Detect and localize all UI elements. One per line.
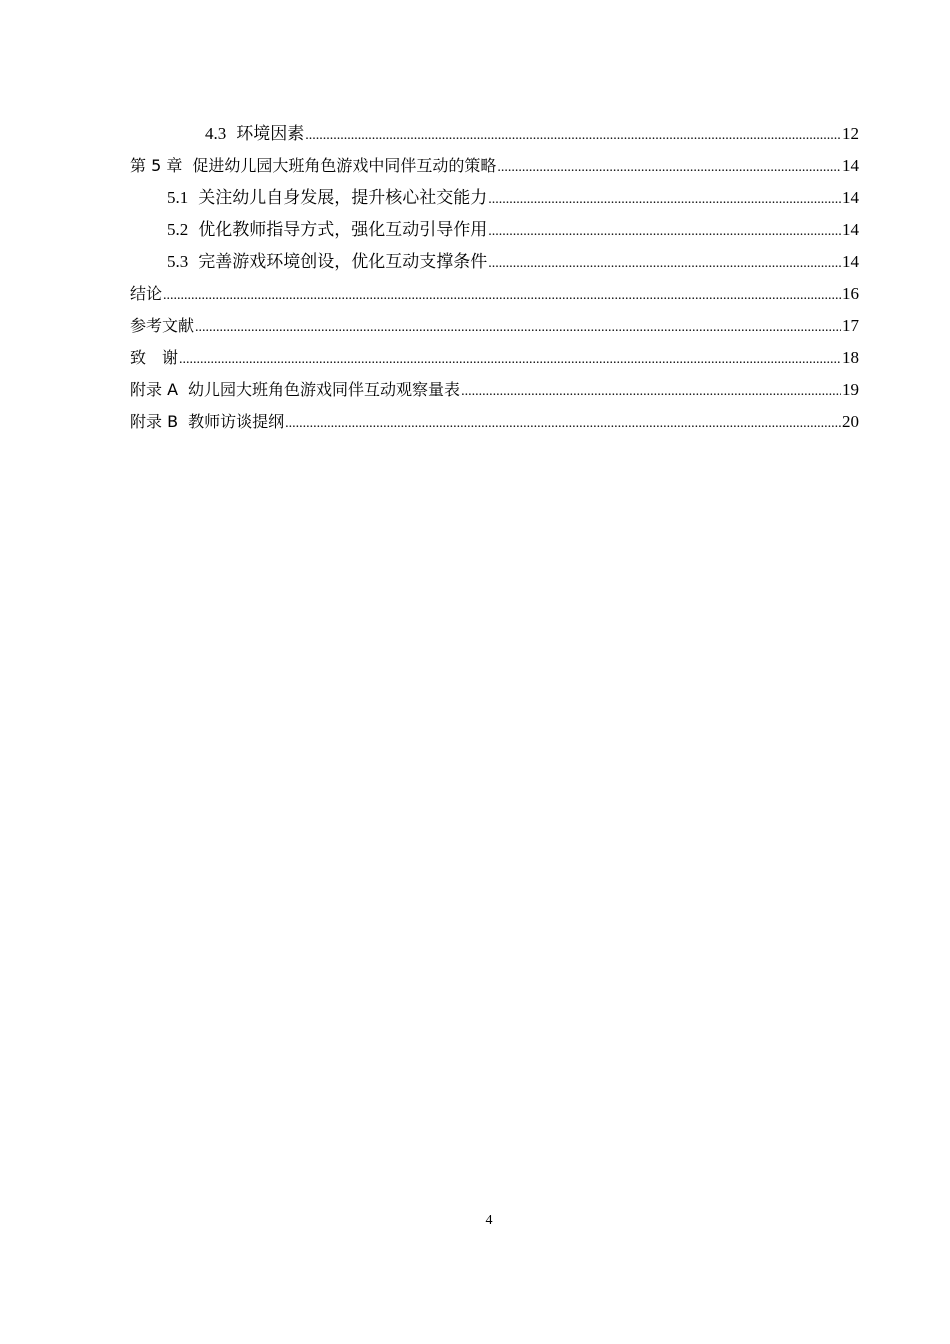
toc-entry-number: 5.2 — [167, 220, 189, 239]
toc-entry-5-1[interactable] — [130, 182, 859, 214]
toc-entry-page: 14 — [842, 188, 859, 207]
toc-entry-5-2[interactable] — [130, 214, 859, 246]
toc-leader-dots — [488, 182, 841, 216]
toc-leader-dots — [285, 406, 841, 440]
toc-entry-title: 环境因素 — [236, 124, 305, 143]
toc-entry-page: 20 — [842, 412, 859, 431]
toc-entry-page: 14 — [842, 252, 859, 271]
toc-leader-dots — [461, 374, 841, 408]
toc-entry-title: 关注幼儿自身发展，提升核心社交能力 — [198, 188, 488, 207]
toc-leader-dots — [195, 310, 841, 344]
toc-entry-number: 附录 A — [130, 380, 179, 399]
toc-leader-dots — [305, 118, 841, 152]
toc-entry-references[interactable] — [130, 310, 859, 342]
toc-entry-conclusion[interactable] — [130, 278, 859, 310]
toc-leader-dots — [497, 150, 841, 184]
toc-entry-title: 结论 — [130, 284, 163, 303]
toc-entry-page: 12 — [842, 124, 859, 143]
toc-entry-4-3[interactable] — [130, 118, 859, 150]
toc-entry-number: 5.3 — [167, 252, 189, 271]
toc-entry-title: 幼儿园大班角色游戏同伴互动观察量表 — [188, 380, 461, 399]
toc-entry-acknowledgements[interactable] — [130, 342, 859, 374]
toc-entry-chapter-5[interactable] — [130, 150, 859, 182]
toc-entry-title: 优化教师指导方式，强化互动引导作用 — [198, 220, 488, 239]
table-of-contents — [130, 118, 859, 438]
toc-entry-page: 19 — [842, 380, 859, 399]
toc-entry-title: 致 谢 — [130, 348, 179, 367]
toc-leader-dots — [163, 278, 841, 312]
toc-entry-number: 4.3 — [205, 124, 227, 143]
toc-entry-appendix-a[interactable] — [130, 374, 859, 406]
toc-entry-number: 附录 B — [130, 412, 179, 431]
toc-entry-page: 14 — [842, 220, 859, 239]
toc-leader-dots — [488, 214, 841, 248]
toc-entry-page: 14 — [842, 156, 859, 175]
toc-entry-title: 参考文献 — [130, 316, 195, 335]
toc-entry-5-3[interactable] — [130, 246, 859, 278]
toc-entry-page: 17 — [842, 316, 859, 335]
toc-leader-dots — [488, 246, 841, 280]
toc-entry-page: 18 — [842, 348, 859, 367]
toc-entry-number: 第 5 章 — [130, 156, 183, 175]
toc-entry-title: 促进幼儿园大班角色游戏中同伴互动的策略 — [192, 156, 497, 175]
toc-entry-title: 完善游戏环境创设，优化互动支撑条件 — [198, 252, 488, 271]
page-number: 4 — [485, 1213, 493, 1228]
toc-entry-appendix-b[interactable] — [130, 406, 859, 438]
toc-leader-dots — [179, 342, 841, 376]
toc-entry-page: 16 — [842, 284, 859, 303]
toc-entry-title: 教师访谈提纲 — [188, 412, 285, 431]
toc-entry-number: 5.1 — [167, 188, 189, 207]
